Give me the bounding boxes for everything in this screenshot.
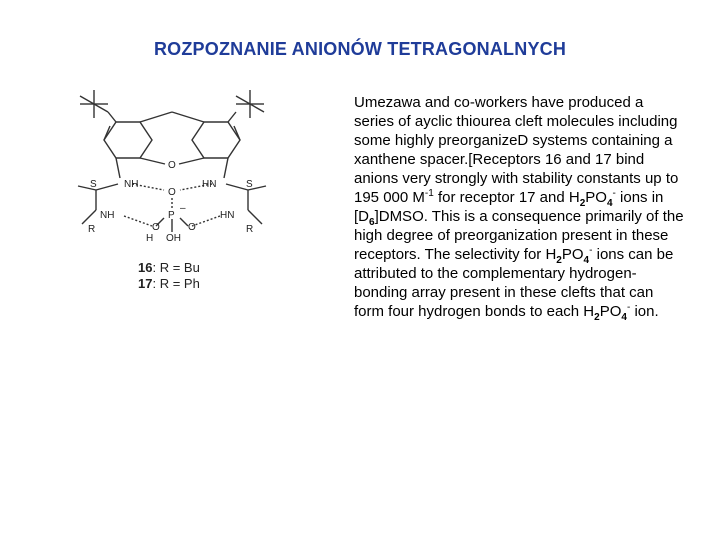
description-paragraph: Umezawa and co-workers have produced a series of ayclic thiourea cleft molecules including some highly preorganizeD systems containing a xanthene spacer.[Receptors 16 and 17 bind anions very strongly with stability constants up to 195 000 $M^{-1}$ for receptor 17 and $H_2PO_4^-$ ions in $[D_6]DMSO$. This is a consequence primarily of the high degree of preorganization present in these receptors. The selectivity for $H_2PO_4^-$ ions can be attributed to the complementary hydrogen-bonding array present in these clefts that can form four hydrogen bonds to each $H_2PO_4^-$ ion. [354,94,684,323]
hydroxyl-label: OH [166,233,181,244]
hn-bottom-right-label: HN [220,210,235,221]
phosphate-oxygen-upper: O [168,187,176,198]
ring-oxygen-label: O [168,160,176,171]
atom-labels [88,160,253,244]
charge-label: – [180,203,186,214]
hydrogen-label: H [146,233,154,244]
nh-bottom-left-label: NH [100,210,115,221]
sulfur-left-label: S [90,179,97,190]
phosphate-oxygen-lower-left: O [152,222,160,233]
slide-title: ROZPOZNANIE ANIONÓW TETRAGONALNYCH [153,39,567,59]
phosphate-oxygen-lower-right: O [188,222,196,233]
r-left-label: R [88,224,96,235]
phosphorus-label: P [168,210,175,221]
r-right-label: R [246,224,254,235]
hn-top-right-label: HN [202,179,217,190]
receptor-structure-figure [60,82,300,297]
compound-legend [138,260,200,291]
sulfur-right-label: S [246,179,253,190]
legend-line-16: 16: R = Bu [138,260,200,275]
legend-line-17: 17: R = Ph [138,276,200,291]
nh-top-left-label: NH [124,179,139,190]
